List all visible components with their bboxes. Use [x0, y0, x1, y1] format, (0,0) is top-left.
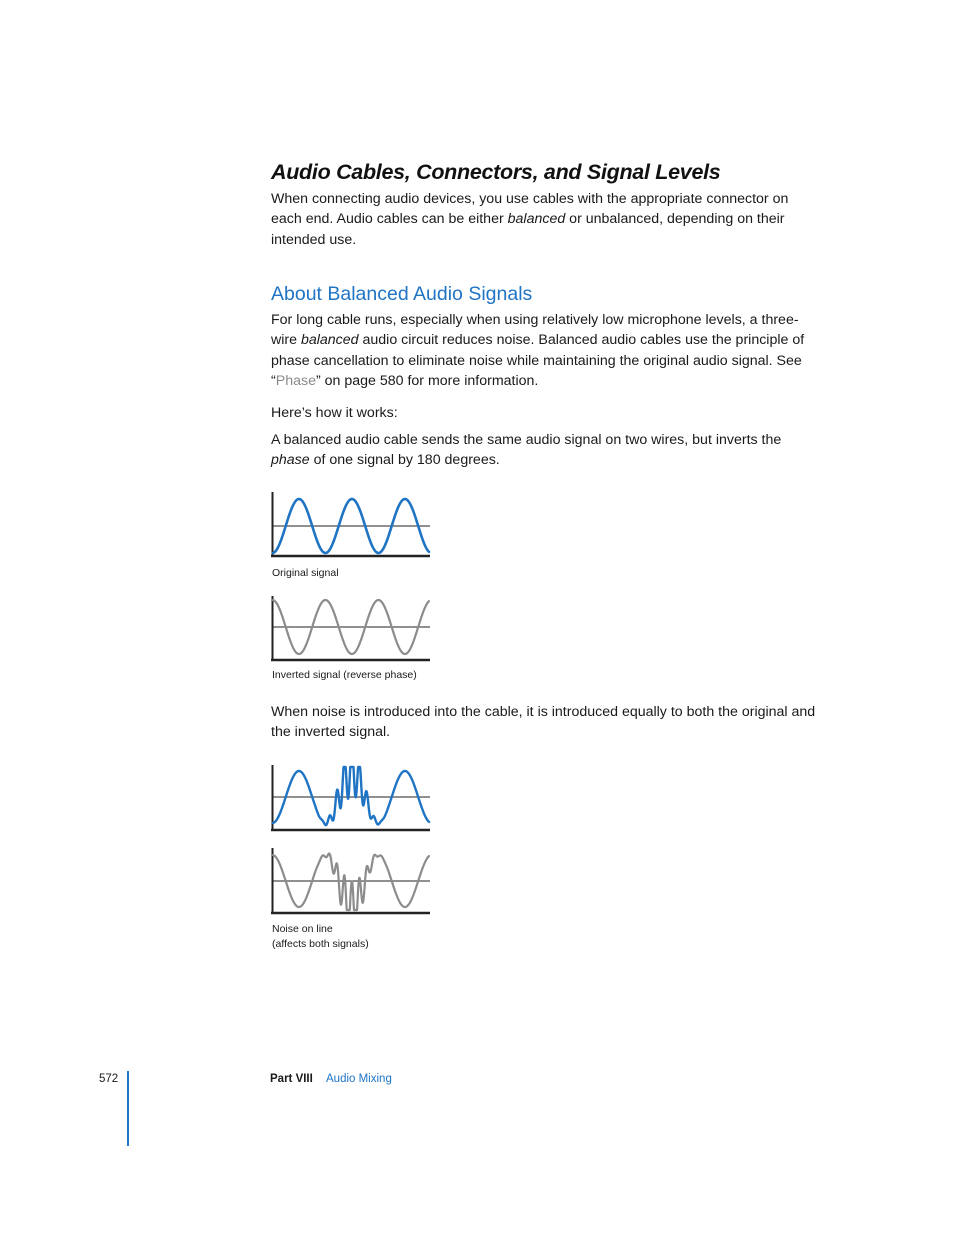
- noise-caption: Noise on line (affects both signals): [272, 923, 369, 950]
- inverted-signal-caption: Inverted signal (reverse phase): [272, 669, 417, 681]
- noisy-original-diagram: [271, 765, 431, 832]
- original-signal-caption: Original signal: [272, 567, 339, 579]
- section-heading: Audio Cables, Connectors, and Signal Levels: [271, 160, 721, 184]
- inverts-paragraph: A balanced audio cable sends the same audio signal on two wires, but inverts the phase of one signal by 180 degrees.: [271, 432, 782, 469]
- footer-section-link[interactable]: Audio Mixing: [326, 1073, 392, 1085]
- phase-link[interactable]: Phase: [275, 372, 316, 389]
- noisy-original-wave: [273, 767, 429, 825]
- noise-paragraph: When noise is introduced into the cable, it is introduced equally to both the original and the inverted signal.: [271, 704, 816, 741]
- intro-paragraph: When connecting audio devices, you use cables with the appropriate connector on each end. Audio cables can be either balanced or unbalanced, depending on their intended use.: [271, 191, 789, 248]
- original-signal-diagram: [271, 492, 431, 558]
- page-number: 572: [99, 1073, 119, 1085]
- noisy-inverted-diagram: [271, 848, 431, 915]
- inverted-signal-diagram: [271, 596, 431, 662]
- balanced-paragraph: For long cable runs, especially when using relatively low microphone levels, a three-wire balanced audio circuit reduces noise. Balanced audio cables use the principle of phase cancellation to eliminate noise while maintaining the original audio signal. See “Phase” on page 580 for more information.: [271, 312, 805, 389]
- subsection-heading: About Balanced Audio Signals: [271, 283, 533, 305]
- noisy-inverted-wave: [273, 854, 429, 910]
- how-it-works-paragraph: Here’s how it works:: [271, 405, 398, 421]
- footer-part-label: Part VIII: [270, 1073, 313, 1085]
- footer-divider: [127, 1071, 129, 1146]
